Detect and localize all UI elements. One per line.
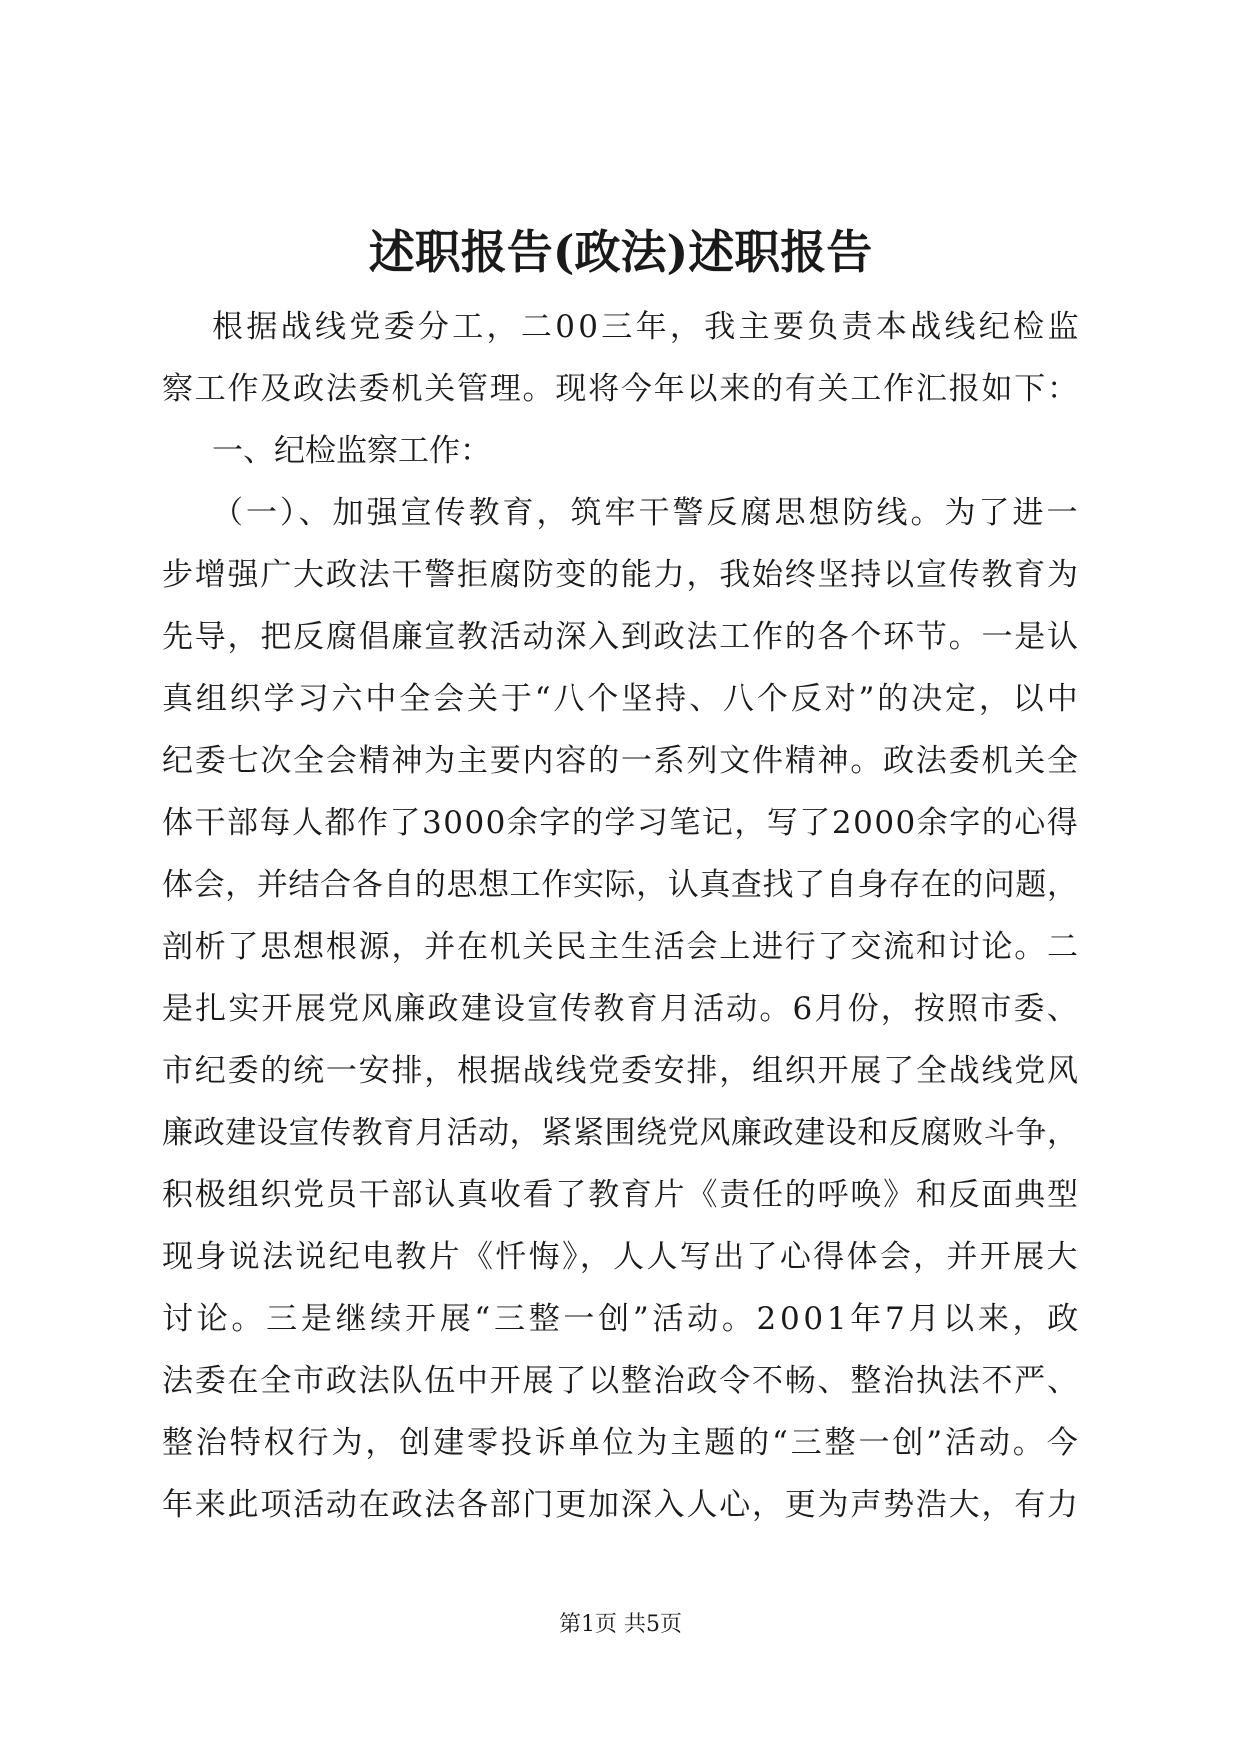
body-line-17: 讨论。三是继续开展“三整一创”活动。2001年7月以来，政	[162, 1301, 1083, 1337]
body-line-9: 体干部每人都作了3000余字的学习笔记，写了2000余字的心得	[162, 805, 1080, 841]
body-line-1: 根据战线党委分工，二00三年，我主要负责本战线纪检监	[212, 309, 1082, 345]
section-heading-1: 一、纪检监察工作：	[212, 433, 491, 469]
body-line-4: （一）、加强宣传教育，筑牢干警反腐思想防线。为了进一	[212, 495, 1081, 531]
page-number-footer: 第1页 共5页	[559, 1612, 682, 1637]
body-line-7: 真组织学习六中全会关于“八个坚持、八个反对”的决定，以中	[162, 681, 1081, 717]
body-line-16: 现身说法说纪电教片《忏悔》，人人写出了心得体会，并开展大	[162, 1239, 1080, 1275]
body-line-8: 纪委七次全会精神为主要内容的一系列文件精神。政法委机关全	[162, 743, 1080, 779]
body-line-14: 廉政建设宣传教育月活动，紧紧围绕党风廉政建设和反腐败斗争，	[162, 1115, 1079, 1151]
body-line-6: 先导，把反腐倡廉宣教活动深入到政法工作的各个环节。一是认	[162, 619, 1080, 655]
body-line-5: 步增强广大政法干警拒腐防变的能力，我始终坚持以宣传教育为	[162, 557, 1080, 593]
body-line-11: 剖析了思想根源，并在机关民主生活会上进行了交流和讨论。二	[162, 929, 1080, 965]
body-line-15: 积极组织党员干部认真收看了教育片《责任的呼唤》和反面典型	[162, 1177, 1080, 1213]
body-line-19: 整治特权行为，创建零投诉单位为主题的“三整一创”活动。今	[162, 1425, 1081, 1461]
body-line-12: 是扎实开展党风廉政建设宣传教育月活动。6月份，按照市委、	[162, 991, 1080, 1027]
body-line-2: 察工作及政法委机关管理。现将今年以来的有关工作汇报如下：	[162, 371, 1080, 407]
document-title: 述职报告(政法)述职报告	[368, 225, 873, 279]
body-line-20: 年来此项活动在政法各部门更加深入人心，更为声势浩大，有力	[162, 1487, 1080, 1523]
body-line-10: 体会，并结合各自的思想工作实际，认真查找了自身存在的问题，	[162, 867, 1079, 903]
body-line-18: 法委在全市政法队伍中开展了以整治政令不畅、整治执法不严、	[162, 1363, 1080, 1399]
body-line-13: 市纪委的统一安排，根据战线党委安排，组织开展了全战线党风	[162, 1053, 1080, 1089]
